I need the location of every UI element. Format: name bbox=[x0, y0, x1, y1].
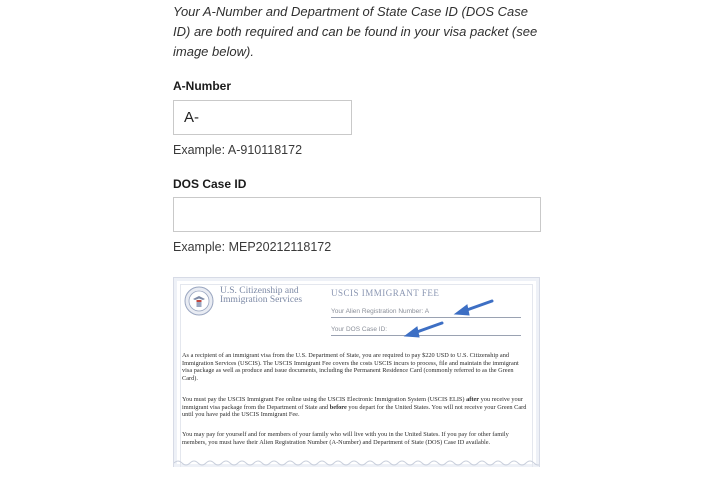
a-number-input[interactable] bbox=[173, 100, 352, 135]
dos-case-id-example: Example: MEP20212118172 bbox=[173, 240, 332, 254]
visa-packet-image bbox=[173, 277, 540, 467]
agency-name: U.S. Citizenship and Immigration Services bbox=[220, 286, 303, 305]
alien-registration-field: Your Alien Registration Number: A bbox=[331, 307, 521, 318]
a-number-example: Example: A-910118172 bbox=[173, 143, 303, 157]
packet-paragraph-2: You must pay the USCIS Immigrant Fee online using the USCIS Electronic Immigration System (USCIS ELIS) after you receive your immigrant visa package from the Department of State and before you depart for the United States. You will not receive your Green Card until you have paid the USCIS Immigrant Fee. bbox=[182, 396, 527, 419]
fee-title: USCIS IMMIGRANT FEE bbox=[331, 288, 440, 298]
packet-paragraph-1: As a recipient of an immigrant visa from the U.S. Department of State, you are required to pay $220 USD to U.S. Citizenship and Immigration Services (USCIS). The USCIS Immigrant Fee covers the costs USCIS incurs to process, file and maintain the immigrant visa package as well as produce and issue documents, including the Permanent Residence Card (commonly referred to as the Green Card). bbox=[182, 352, 519, 382]
dhs-seal-icon bbox=[184, 286, 214, 316]
dos-case-id-field: Your DOS Case ID: bbox=[331, 325, 521, 336]
torn-edge bbox=[174, 459, 540, 467]
a-number-label: A-Number bbox=[173, 79, 232, 93]
intro-text: Your A-Number and Department of State Case ID (DOS Case ID) are both required and can be found in your visa packet (see image below). bbox=[173, 4, 538, 59]
dos-case-id-input[interactable] bbox=[173, 197, 541, 232]
dos-case-id-label: DOS Case ID bbox=[173, 177, 247, 191]
packet-paragraph-3: You may pay for yourself and for members of your family who will live with you in the United States. If you pay for other family members, you must have their Alien Registration Number (A-Number) and Department of State (DOS) Case ID available. bbox=[182, 431, 509, 446]
